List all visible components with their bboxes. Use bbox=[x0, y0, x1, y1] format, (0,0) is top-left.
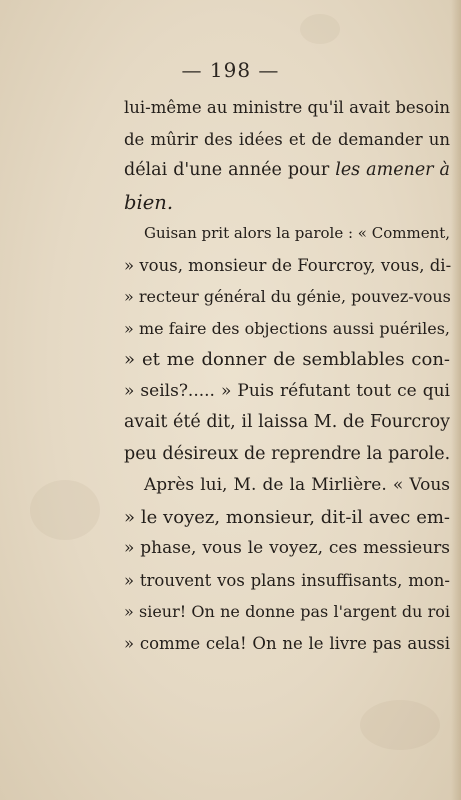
text-line: lui-même au ministre qu'il avait besoin bbox=[124, 98, 450, 117]
text-line: » recteur général du génie, pouvez-vous bbox=[124, 287, 451, 306]
text-line: » me faire des objections aussi puériles, bbox=[124, 318, 450, 338]
text-line: » phase, vous le voyez, ces messieurs bbox=[124, 538, 450, 558]
text-line: » comme cela! On ne le livre pas aussi bbox=[124, 633, 450, 653]
paper-stain bbox=[300, 14, 340, 44]
text-line: avait été dit, il laissa M. de Fourcroy bbox=[124, 412, 450, 432]
text-line: » vous, monsieur de Fourcroy, vous, di- bbox=[124, 255, 452, 275]
text-line: Guisan prit alors la parole : « Comment, bbox=[144, 224, 451, 242]
text-line: » trouvent vos plans insuffisants, mon- bbox=[124, 570, 450, 590]
text-line: » seils?..... » Puis réfutant tout ce qui bbox=[124, 380, 450, 401]
text-line: bien. bbox=[124, 190, 174, 214]
page-number: — 198 — bbox=[181, 58, 280, 82]
paper-stain bbox=[360, 700, 440, 750]
body-text bbox=[124, 92, 450, 659]
text-line: délai d'une année pour les amener à bbox=[124, 160, 450, 180]
paper-stain bbox=[30, 480, 100, 540]
text-line: de mûrir des idées et de demander un bbox=[124, 129, 450, 149]
text-line: Après lui, M. de la Mirlière. « Vous bbox=[144, 475, 450, 495]
text-line: peu désireux de reprendre la parole. bbox=[124, 443, 451, 464]
text-line: » le voyez, monsieur, dit-il avec em- bbox=[124, 506, 450, 528]
text-line: » et me donner de semblables con- bbox=[124, 349, 450, 370]
text-line: » sieur! On ne donne pas l'argent du roi bbox=[124, 602, 450, 621]
page-edge-shadow bbox=[451, 0, 461, 800]
